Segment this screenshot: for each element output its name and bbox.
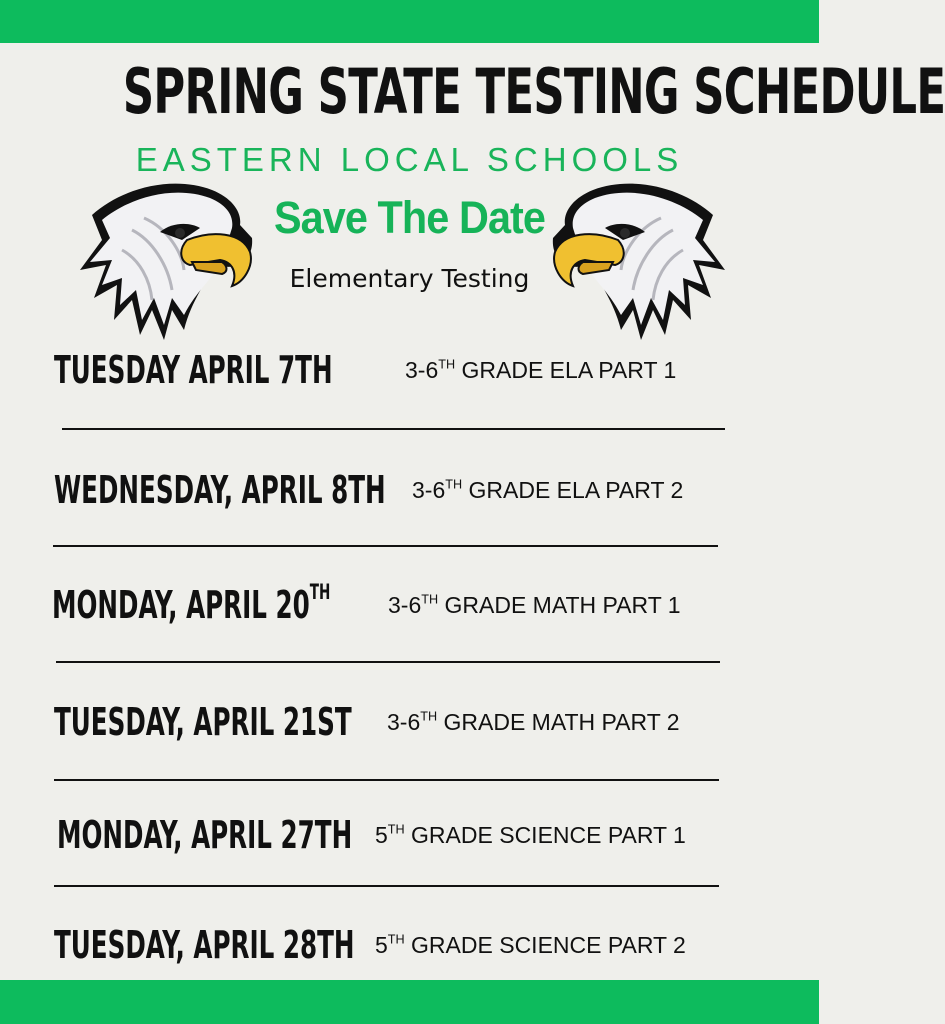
- test-date: TUESDAY, APRIL 28TH: [54, 923, 355, 967]
- test-date: TUESDAY APRIL 7TH: [54, 348, 333, 392]
- schedule-row: [0, 915, 819, 975]
- test-description: 3-6TH GRADE ELA PART 2: [412, 477, 684, 503]
- divider: [56, 661, 720, 663]
- schedule-row: [0, 805, 819, 865]
- schedule-row: [0, 340, 819, 400]
- schedule-row: [0, 575, 819, 635]
- schedule-row: [0, 692, 819, 752]
- district-name: EASTERN LOCAL SCHOOLS: [135, 141, 684, 178]
- test-date: WEDNESDAY, APRIL 8TH: [54, 468, 386, 512]
- testing-level-label: Elementary Testing: [289, 264, 530, 293]
- divider: [54, 779, 719, 781]
- test-description: 5TH GRADE SCIENCE PART 1: [375, 822, 686, 848]
- eagle-mascot-icon: [548, 170, 733, 350]
- test-description: 5TH GRADE SCIENCE PART 2: [375, 932, 686, 958]
- bottom-green-bar: [0, 980, 819, 1024]
- test-description: 3-6TH GRADE MATH PART 1: [388, 592, 681, 618]
- test-date: MONDAY, APRIL 27TH: [57, 813, 353, 857]
- eagle-mascot-icon: [72, 170, 257, 350]
- schedule-row: [0, 460, 819, 520]
- divider: [54, 885, 719, 887]
- test-date: TUESDAY, APRIL 21ST: [54, 700, 352, 744]
- page-title: SPRING STATE TESTING SCHEDULE: [122, 55, 945, 128]
- divider: [62, 428, 725, 430]
- top-green-bar: [0, 0, 819, 43]
- divider: [53, 545, 718, 547]
- test-date: MONDAY, APRIL 20TH: [52, 580, 331, 627]
- save-the-date-heading: Save The Date: [273, 192, 546, 243]
- test-description: 3-6TH GRADE ELA PART 1: [405, 357, 677, 383]
- test-description: 3-6TH GRADE MATH PART 2: [387, 709, 680, 735]
